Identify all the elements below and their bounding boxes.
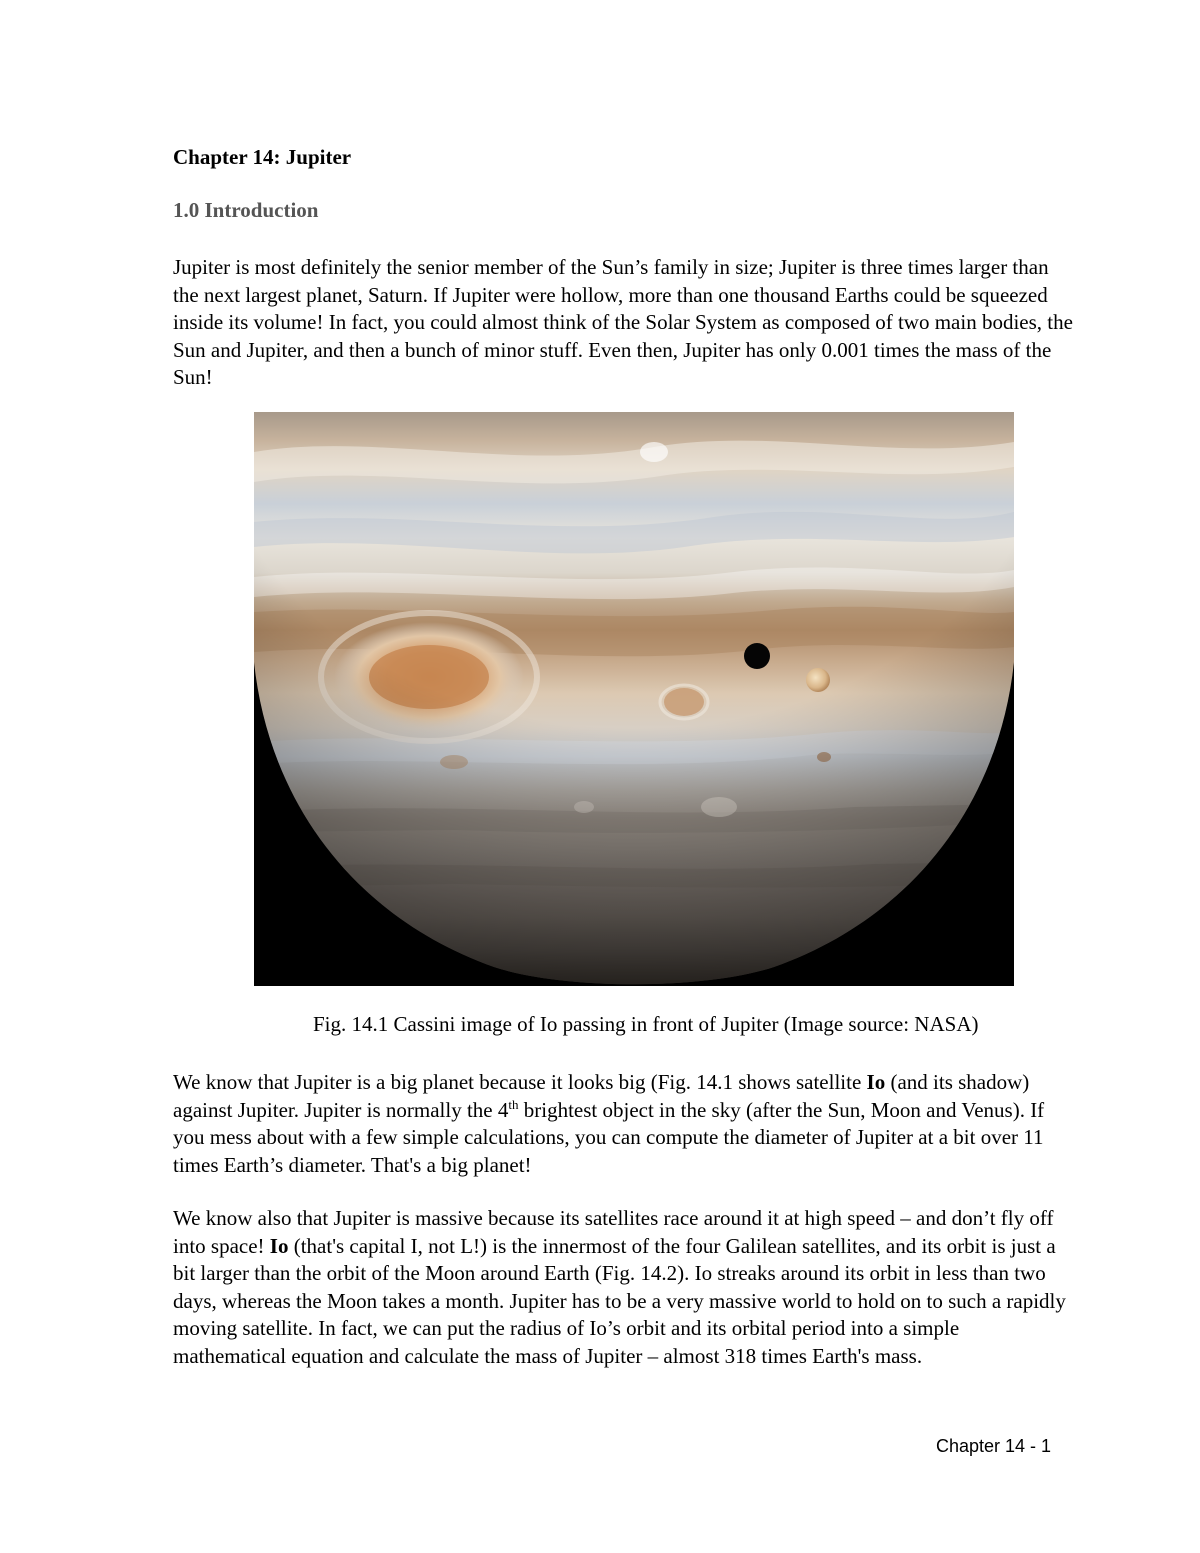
paragraph-text: We know that Jupiter is a big planet because it looks big (Fig. 14.1 shows satellite [173, 1070, 867, 1094]
mass-paragraph [173, 1205, 1073, 1370]
io-shadow [744, 643, 770, 669]
chapter-title: Chapter 14: Jupiter [173, 145, 352, 169]
ordinal-suffix: th [508, 1096, 519, 1112]
page-footer: Chapter 14 - 1 [936, 1436, 1052, 1456]
io-moon [806, 668, 830, 692]
paragraph-text: We know also that Jupiter is massive because its satellites race around it at high speed – and don’t fly off into space! [173, 1206, 1054, 1258]
paragraph-text: (that's capital I, not L!) is the innermost of the four Galilean satellites, and its orbit is just a bit larger than the orbit of the Moon around Earth (Fig. 14.2). Io streaks around its orbit in less than two days, whereas the Moon takes a month. Jupiter has to be a very massive world to hold on to such a rapidly moving satellite. In fact, we can put the radius of Io’s orbit and its orbital period into a simple mathematical equation and calculate the mass of Jupiter – almost 318 times Earth's mass. [173, 1233, 1066, 1368]
io-term: Io [866, 1070, 886, 1094]
size-paragraph [173, 1069, 1073, 1179]
jupiter-io-figure [254, 412, 1014, 986]
paragraph-text: (and its shadow) against Jupiter. Jupiter is normally the 4 [173, 1070, 1030, 1122]
paragraph-text: brightest object in the sky (after the Sun, Moon and Venus). If you mess about with a few simple calculations, you can compute the diameter of Jupiter at a bit over 11 times Earth’s diameter. That's a big planet! [173, 1097, 1045, 1177]
io-term: Io [269, 1233, 289, 1258]
section-heading: 1.0 Introduction [173, 198, 319, 222]
figure-caption: Fig. 14.1 Cassini image of Io passing in front of Jupiter (Image source: NASA) [313, 1012, 979, 1036]
intro-paragraph: Jupiter is most definitely the senior member of the Sun’s family in size; Jupiter is three times larger than the next largest planet, Saturn. If Jupiter were hollow, more than one thousand Earths could be squeezed inside its volume! In fact, you could almost think of the Solar System as composed of two main bodies, the Sun and Jupiter, and then a bunch of minor stuff. Even then, Jupiter has only 0.001 times the mass of the Sun! [173, 255, 1073, 389]
